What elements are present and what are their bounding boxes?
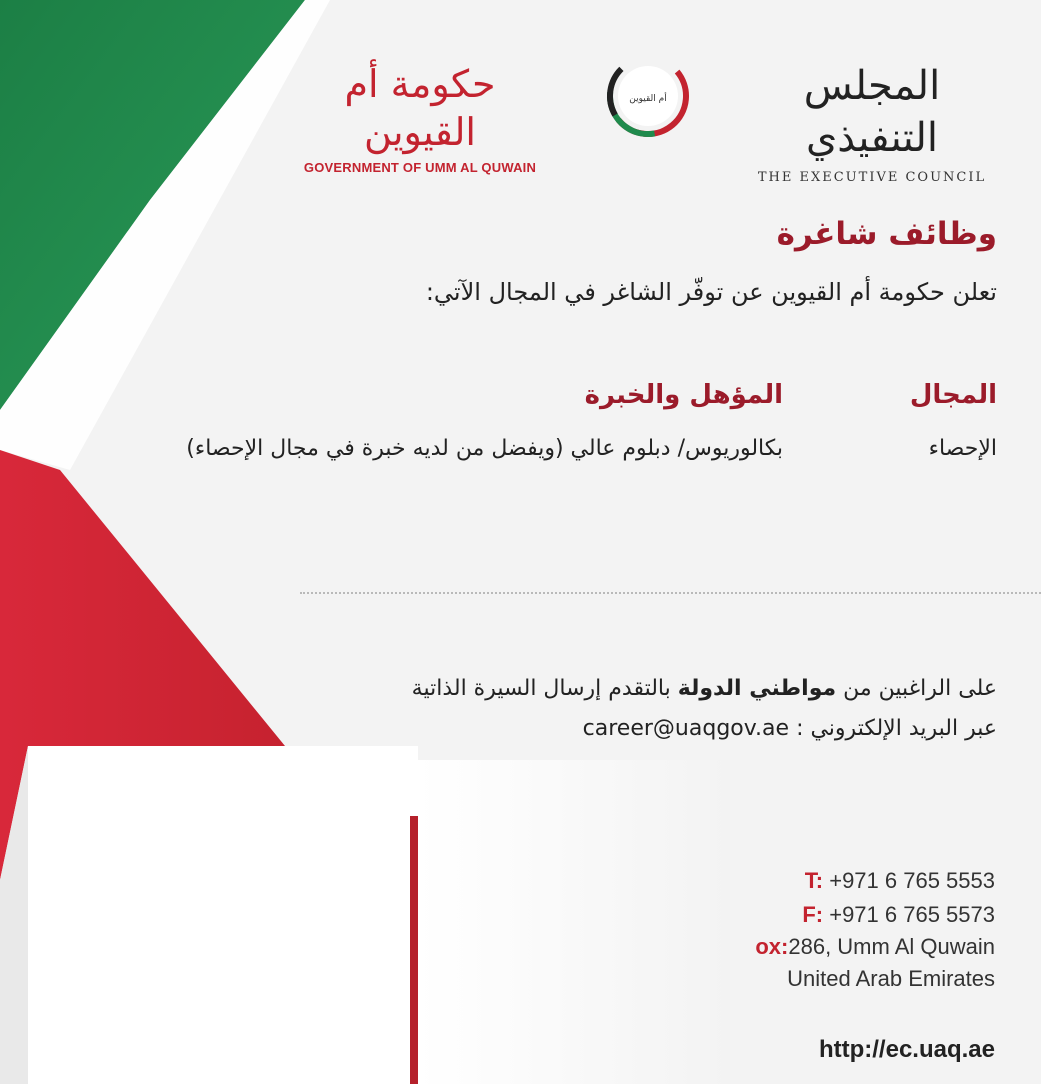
fade-panel <box>418 760 728 1084</box>
apply-email-prefix: عبر البريد الإلكتروني : <box>796 716 997 741</box>
contact-country: United Arab Emirates <box>787 966 995 991</box>
announcement-intro: تعلن حكومة أم القيوين عن توفّر الشاغر في المجال الآتي: <box>425 278 997 306</box>
table-cell-field: الإحصاء <box>928 436 997 461</box>
emblem-label: أم القيوين <box>629 94 667 104</box>
government-logo-english: GOVERNMENT OF UMM AL QUWAIN <box>303 160 537 175</box>
contact-pobox <box>755 934 995 960</box>
phone-number: +971 6 765 5553 <box>829 868 995 893</box>
pobox-value: 286, Umm Al Quwain <box>788 934 995 959</box>
apply-citizens: مواطني الدولة <box>677 676 837 701</box>
column-header-field: المجال <box>909 380 997 410</box>
fax-number: +971 6 765 5573 <box>829 902 995 927</box>
phone-label: T: <box>804 868 824 893</box>
table-cell-qualification: بكالوريوس/ دبلوم عالي (ويفضل من لديه خبرة في مجال الإحصاء) <box>186 436 783 461</box>
fax-label: F: <box>802 902 824 927</box>
website-link[interactable]: http://ec.uaq.ae <box>818 1036 995 1063</box>
contact-phone <box>805 868 995 894</box>
contact-fax <box>802 902 995 928</box>
apply-instructions <box>412 676 997 701</box>
apply-prefix: على الراغبين من <box>843 676 997 701</box>
apply-suffix: بالتقدم إرسال السيرة الذاتية <box>411 676 671 701</box>
red-accent-strip <box>410 816 418 1084</box>
pobox-label: ox: <box>755 934 789 959</box>
council-logo-arabic: المجلس التنفيذي <box>803 63 941 161</box>
header-logos <box>0 52 1041 185</box>
white-panel <box>28 746 418 1084</box>
government-logo <box>290 60 550 175</box>
council-logo-english: THE EXECUTIVE COUNCIL <box>757 170 987 185</box>
apply-email[interactable]: career@uaqgov.ae <box>582 716 790 741</box>
government-logo-arabic: حكومة أم القيوين <box>344 62 496 154</box>
page-title: وظائف شاغرة <box>776 216 997 252</box>
apply-email-line <box>583 716 997 741</box>
column-header-qualification: المؤهل والخبرة <box>584 380 783 410</box>
executive-council-logo <box>747 60 997 185</box>
umm-al-quwain-emblem-icon <box>604 52 692 140</box>
section-divider <box>300 592 1041 594</box>
